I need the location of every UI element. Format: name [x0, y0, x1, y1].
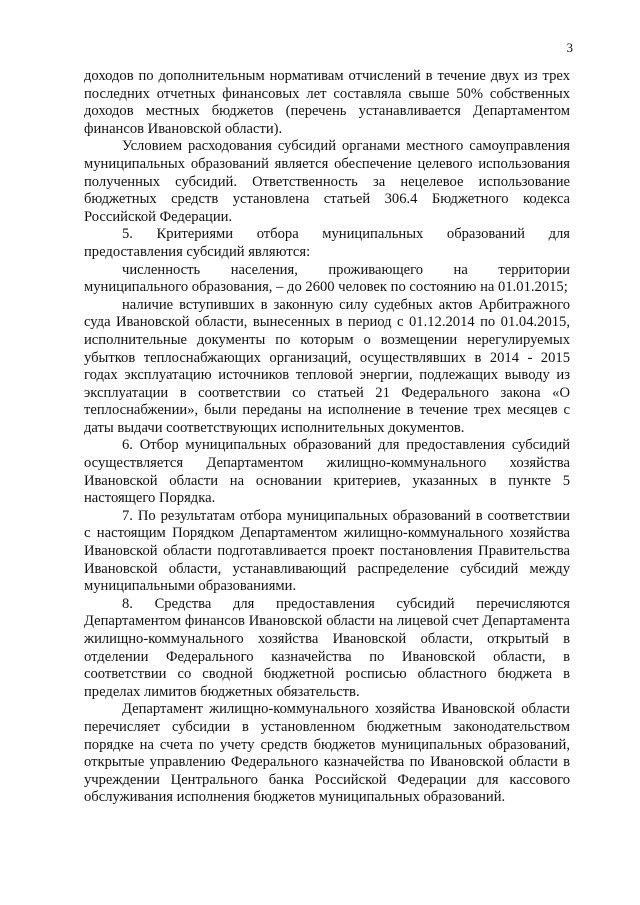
paragraph-criterion-population: численность населения, проживающего на территории муниципального образования, – до 2600 человек по состоянию на 01.01.2015;	[84, 261, 570, 296]
paragraph-criterion-court-acts: наличие вступивших в законную силу судебных актов Арбитражного суда Ивановской области, вынесенных в период с 01.12.2014 по 01.04.2015, исполнительные документы по которым о возмещении нерегулируемых убытков теплоснабжающих организаций, осуществлявших в 2014 - 2015 годах эксплуатацию источников тепловой энергии, подлежащих выводу из эксплуатации в соответствии со статьей 21 Федерального закона «О теплоснабжении», были переданы на исполнение в течение трех месяцев с даты выдачи соответствующих исполнительных документов.	[84, 296, 570, 436]
paragraph-usage-condition: Условием расходования субсидий органами местного самоуправления муниципальных образований является обеспечение целевого использования полученных субсидий. Ответственность за нецелевое использование бюджетных средств установлена статьей 306.4 Бюджетного кодекса Российской Федерации.	[84, 138, 570, 225]
paragraph-item-7: 7. По результатам отбора муниципальных образований в соответствии с настоящим Порядком Департаментом жилищно-коммунального хозяйства Ивановской области подготавливается проект постановления Правительства Ивановской области, устанавливающий распределение субсидий между муниципальными образованиями.	[84, 507, 570, 595]
paragraph-continuation: доходов по дополнительным нормативам отчислений в течение двух из трех последних отчетных финансовых лет составляла свыше 50% собственных доходов местных бюджетов (перечень устанавливается Департаментом финансов Ивановской области).	[84, 68, 570, 137]
paragraph-item-6: 6. Отбор муниципальных образований для предоставления субсидий осуществляется Департаментом жилищно-коммунального хозяйства Ивановской области на основании критериев, указанных в пункте 5 настоящего Порядка.	[84, 437, 570, 507]
paragraph-item-5: 5. Критериями отбора муниципальных образований для предоставления субсидий являются:	[84, 226, 570, 260]
paragraph-transfer: Департамент жилищно-коммунального хозяйства Ивановской области перечисляет субсидии в установленном бюджетным законодательством порядке на счета по учету средств бюджетов муниципальных образований, открытые управлению Федерального казначейства по Ивановской области в учреждении Центрального банка Российской Федерации для кассового обслуживания исполнения бюджетов муниципальных образований.	[84, 701, 570, 806]
page-number: 3	[566, 40, 573, 55]
paragraph-item-8: 8. Средства для предоставления субсидий перечисляются Департаментом финансов Ивановской области на лицевой счет Департамента жилищно-коммунального хозяйства Ивановской области, открытый в отделении Федерального казначейства по Ивановской области, в соответствии со сводной бюджетной росписью областного бюджета в пределах лимитов бюджетных обязательств.	[84, 595, 570, 700]
document-body	[84, 68, 570, 807]
